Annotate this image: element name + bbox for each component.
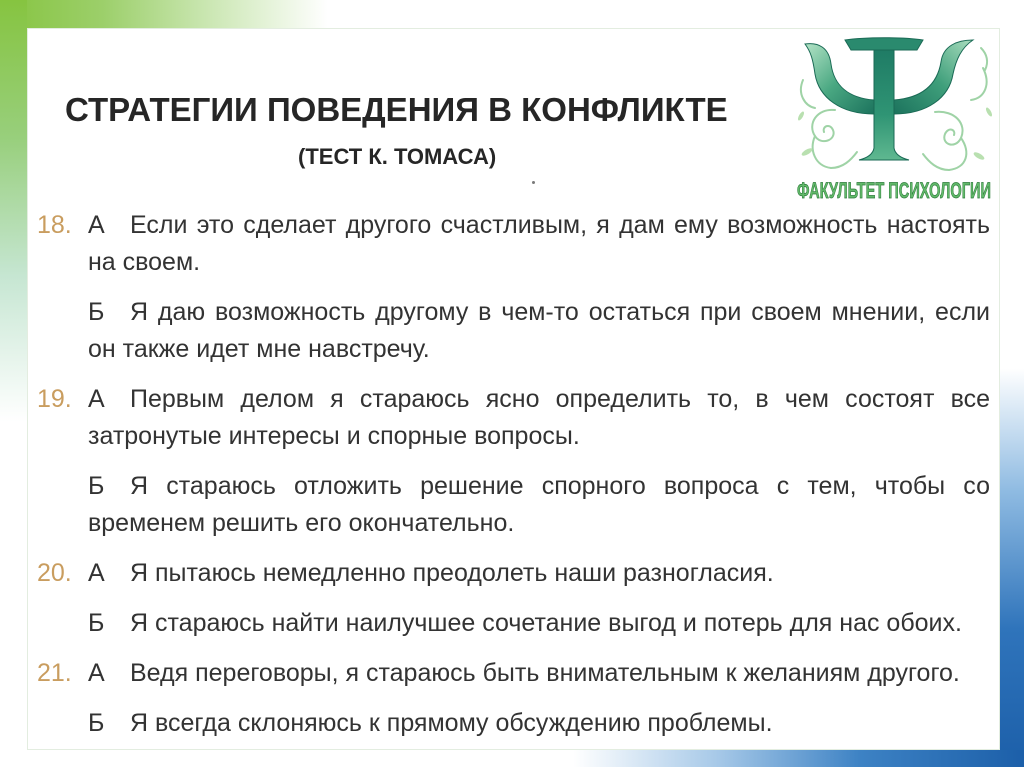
frame-right-band: [1000, 0, 1024, 767]
stray-dot: [532, 181, 535, 184]
frame-top-band: [0, 0, 1024, 28]
logo-caption: [795, 176, 995, 204]
faculty-name: ФАКУЛЬТЕТ ПСИХОЛОГИИ: [797, 178, 991, 203]
option-text: Я даю возможность другому в чем-то остаться при своем мнении, если он также идет мне навстречу.: [88, 298, 990, 363]
option-letter: Б: [88, 709, 105, 737]
answer-option-b: [88, 468, 990, 542]
answer-option-a: [88, 381, 990, 455]
frame-left-band: [0, 0, 27, 767]
option-text: Я стараюсь отложить решение спорного вопроса с тем, чтобы со временем решить его окончательно.: [88, 472, 990, 537]
question-number: 18.: [37, 211, 72, 239]
option-letter: Б: [88, 472, 105, 500]
answer-option-b: [88, 605, 990, 642]
answer-option-b: [88, 705, 990, 742]
question-list: [37, 207, 990, 742]
frame-bottom-band: [0, 750, 1024, 767]
option-letter: Б: [88, 298, 105, 326]
answer-option-a: [88, 655, 990, 692]
slide-title: СТРАТЕГИИ ПОВЕДЕНИЯ В КОНФЛИКТЕ: [65, 91, 728, 128]
option-text: Первым делом я стараюсь ясно определить то, в чем состоят все затронутые интересы и спорные вопросы.: [88, 385, 990, 450]
answer-option-a: [88, 207, 990, 281]
option-letter: Б: [88, 609, 105, 637]
option-text: Я пытаюсь немедленно преодолеть наши разногласия.: [130, 559, 774, 587]
answer-option-a: [88, 555, 990, 592]
slide-subtitle: (ТЕСТ К. ТОМАСА): [298, 144, 497, 169]
option-letter: А: [88, 211, 105, 239]
option-letter: А: [88, 659, 105, 687]
question-19: [37, 381, 990, 542]
option-letter: А: [88, 559, 105, 587]
psi-icon: [795, 28, 995, 178]
option-text: Я всегда склоняюсь к прямому обсуждению проблемы.: [130, 709, 773, 737]
question-number: 20.: [37, 559, 72, 587]
option-text: Я стараюсь найти наилучшее сочетание выгод и потерь для нас обоих.: [130, 609, 962, 637]
option-text: Ведя переговоры, я стараюсь быть внимательным к желаниям другого.: [130, 659, 960, 687]
question-number: 19.: [37, 385, 72, 413]
question-21: [37, 655, 990, 742]
answer-option-b: [88, 294, 990, 368]
option-text: Если это сделает другого счастливым, я дам ему возможность настоять на своем.: [88, 211, 990, 276]
question-number: 21.: [37, 659, 72, 687]
option-letter: А: [88, 385, 105, 413]
question-18: [37, 207, 990, 368]
question-20: [37, 555, 990, 642]
